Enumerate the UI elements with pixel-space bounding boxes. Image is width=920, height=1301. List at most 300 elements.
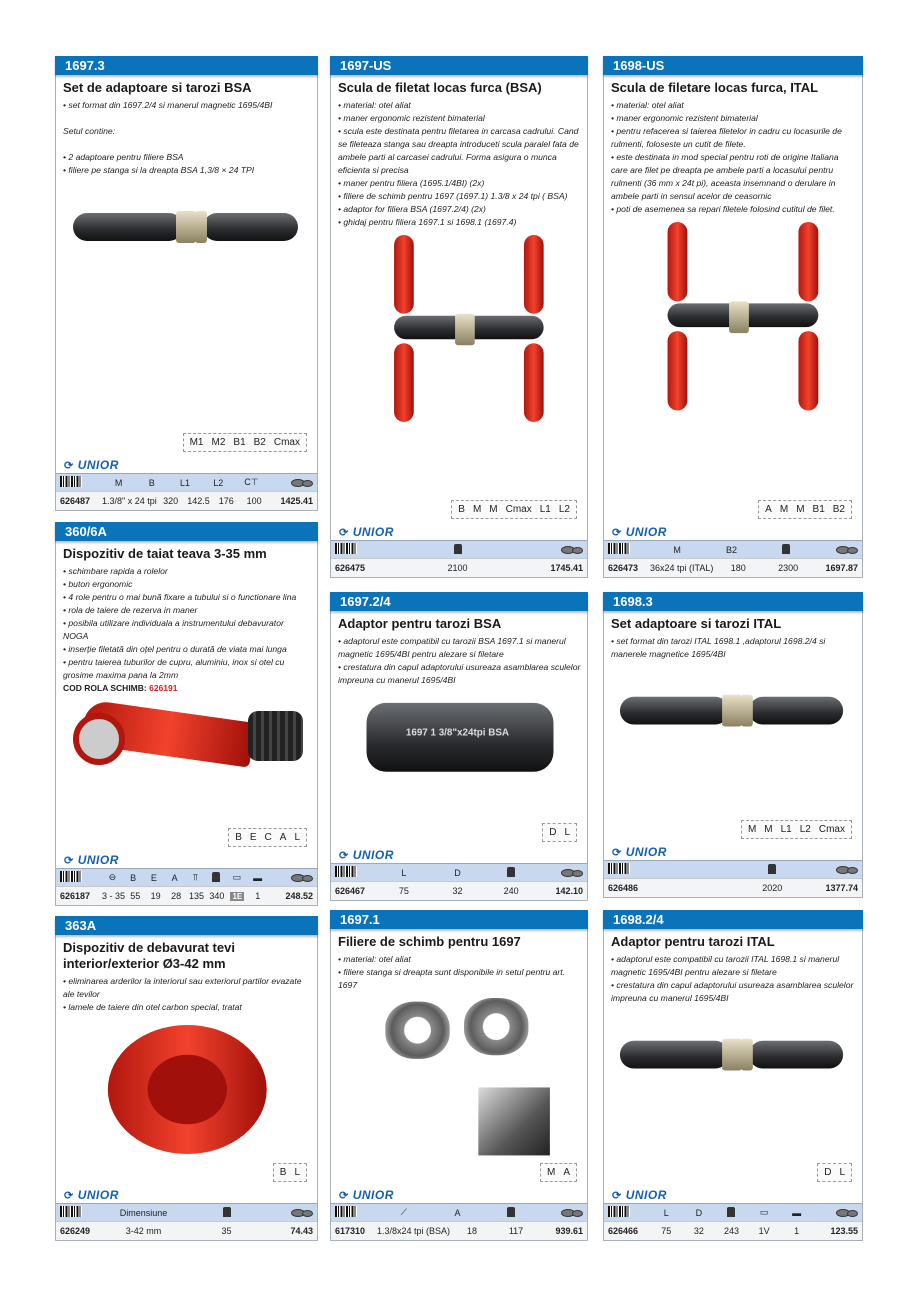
spec-value: 36x24 tpi (ITAL) (650, 563, 714, 573)
unior-logo-icon: ⟳ (339, 1190, 349, 1202)
barcode-icon (608, 863, 630, 874)
product-part (248, 711, 303, 761)
article-number: 626249 (60, 1226, 91, 1236)
spec-value: 243 (723, 1226, 739, 1236)
spec-table-header (604, 1203, 862, 1221)
product-image (337, 235, 581, 496)
dimension-label: M2 (211, 437, 226, 448)
dimension-label: B (235, 832, 242, 843)
feature-item: • posibila utilizare individuala a instrumentului debavurator NOGA (63, 618, 284, 641)
column-header (608, 863, 650, 876)
dimension-label: L2 (799, 824, 811, 835)
column-header (608, 543, 650, 556)
column-header: L (663, 1207, 669, 1218)
barcode-icon (335, 543, 357, 554)
spec-value: 1.3/8" x 24 tpi (102, 496, 157, 506)
product-image (62, 183, 311, 429)
spec-value: 3-42 mm (125, 1226, 162, 1236)
column-header (813, 864, 858, 876)
price: 74.43 (290, 1226, 313, 1236)
feature-item: • eliminarea arderilor la interiorul sau exteriorul partilor evazate ale tevilor (63, 976, 302, 999)
feature-item: • lamele de taiere din otel carbon special, tratat (63, 1002, 242, 1012)
dimension-label: A (279, 832, 287, 843)
spec-value: 75 (661, 1226, 672, 1236)
column-header: M (114, 477, 123, 488)
feature-item: • filiere pe stanga si la dreapta BSA 1,3/8 × 24 TPI (63, 165, 255, 175)
barcode-icon (60, 476, 82, 487)
article-number: 626467 (335, 886, 366, 896)
column-header (538, 544, 583, 556)
dimension-label: L1 (780, 824, 792, 835)
feature-item: • adaptor for filiera BSA (1697.2/4) (2x) (338, 204, 486, 214)
product-part (464, 998, 528, 1055)
article-number: 626187 (60, 891, 91, 901)
price-icon (291, 872, 313, 882)
column-header (538, 867, 583, 879)
price-icon (291, 477, 313, 487)
column-header (206, 872, 227, 884)
product-part (749, 697, 843, 725)
spec-value: 100 (246, 496, 262, 506)
weight-icon (454, 544, 462, 554)
product-drawing (371, 998, 550, 1159)
product-part (668, 222, 688, 301)
dimension-label: L (839, 1167, 845, 1178)
product-part (524, 235, 544, 314)
column-header (484, 1207, 538, 1219)
column-header (759, 544, 813, 556)
weight-icon (727, 1207, 735, 1217)
product-code-header: 1697-US (330, 56, 588, 75)
spec-value: 3 - 35 (102, 891, 126, 901)
spec-value: 176 (218, 496, 234, 506)
product-image (610, 667, 856, 816)
price-icon (561, 867, 583, 877)
column-header: B (130, 872, 137, 883)
dimension-diagram (540, 1163, 577, 1182)
dimension-label: M (747, 824, 757, 835)
spec-value: 2020 (762, 883, 783, 893)
dimension-label: B2 (832, 504, 845, 515)
spec-table-row[interactable] (331, 558, 587, 577)
feature-list (331, 635, 587, 687)
weight-icon (507, 1207, 515, 1217)
inset-photo (478, 1087, 550, 1155)
price-icon (836, 1207, 858, 1217)
dimension-label: M (489, 504, 498, 515)
dimension-diagram (817, 1163, 852, 1182)
price-icon (836, 864, 858, 874)
brand-name: UNIOR (352, 848, 394, 862)
spec-value: 32 (693, 1226, 704, 1236)
column-header (538, 1207, 583, 1219)
column-header: M (673, 544, 681, 555)
dimension-label: C (264, 832, 272, 843)
product-part (722, 695, 742, 727)
product-part (73, 213, 183, 241)
spec-table (56, 1203, 317, 1240)
brand-name: UNIOR (625, 845, 667, 859)
feature-item: • 4 role pentru o mai bună fixare a tubului si o functionare lina (63, 592, 297, 602)
column-header: L (401, 867, 407, 878)
spec-value: 32 (452, 886, 463, 896)
product-part (741, 695, 753, 727)
column-header (268, 1207, 313, 1219)
feature-item: • adaptorul este compatibil cu tarozii ITAL 1698.1 si manerul magnetic 1695/4BI pentru alezare si filetare (611, 954, 840, 977)
product-card-1697-US (330, 56, 588, 578)
spec-value: 55 (130, 891, 141, 901)
dimension-diagram (273, 1163, 307, 1182)
spec-value: 117 (508, 1226, 524, 1236)
column-header (484, 867, 538, 879)
feature-item: • ghidaj pentru filiera 1697.1 si 1698.1 (1697.4) (338, 217, 517, 227)
product-title: Set de adaptoare si tarozi BSA (63, 80, 252, 95)
feature-item (63, 138, 311, 151)
replacement-code-value[interactable]: 626191 (149, 683, 178, 693)
column-header: ⫪ (192, 872, 198, 882)
unior-logo (339, 525, 394, 539)
product-drawing (610, 222, 856, 410)
dimension-label: Cmax (818, 824, 845, 835)
product-part (620, 697, 729, 725)
price: 939.61 (555, 1226, 584, 1236)
product-part (722, 1039, 742, 1071)
feature-item: Setul contine: (63, 126, 116, 136)
column-header (813, 1207, 858, 1219)
column-header (60, 871, 102, 884)
replacement-code (63, 682, 311, 695)
dimension-label: B (458, 504, 465, 515)
spec-table-header (56, 473, 317, 491)
spec-table-row[interactable] (604, 1221, 862, 1240)
dimension-label: Cmax (505, 504, 532, 515)
column-header (732, 864, 814, 876)
price: 1745.41 (550, 563, 583, 573)
column-header: B2 (725, 544, 737, 555)
spec-value: 1V (758, 1226, 770, 1236)
column-header (335, 1206, 377, 1219)
column-header (335, 866, 377, 879)
dimension-label: M (779, 504, 789, 515)
product-drawing (337, 693, 581, 782)
column-header: E (150, 872, 157, 883)
dimension-diagram (741, 820, 852, 839)
spec-table-header (56, 1203, 317, 1221)
column-header: ⟋ (400, 1207, 407, 1217)
feature-item: • este destinata in mod special pentru roti de origine Italiana care are filet pe dreapta pe ambele parti a locasului pentru rulmenti (36 mm x 24t pi), aceasta insemnand o derulare in ambele parti in sensul acelor de ceasornic (611, 152, 839, 201)
spec-table-header (331, 863, 587, 881)
column-header (813, 544, 858, 556)
spec-value: 142.5 (187, 496, 210, 506)
unior-logo-icon: ⟳ (612, 527, 622, 539)
column-header (185, 1207, 268, 1219)
feature-list (604, 99, 862, 216)
unior-logo (612, 1188, 667, 1202)
product-card-1697-3 (55, 56, 318, 511)
product-title: Set adaptoare si tarozi ITAL (611, 616, 782, 631)
column-header: D (695, 1207, 703, 1218)
spec-table-row[interactable] (331, 881, 587, 900)
barcode-icon (60, 1206, 82, 1217)
product-card-360-6A (55, 522, 318, 906)
weight-icon (223, 1207, 231, 1217)
spec-table-header (604, 860, 862, 878)
product-card-1697-2-4 (330, 592, 588, 901)
feature-item: • set format din 1697.2/4 si manerul magnetic 1695/4BI (63, 100, 273, 110)
spec-value: 180 (730, 563, 746, 573)
barcode-icon (608, 543, 630, 554)
article-number: 626473 (608, 563, 639, 573)
feature-item: • inserție filetată din oțel pentru o durată de viata mai lunga (63, 644, 287, 654)
weight-icon (768, 864, 776, 874)
column-header (608, 1206, 650, 1219)
dimension-label: L (294, 832, 300, 843)
article-number: 626486 (608, 883, 639, 893)
price: 1377.74 (825, 883, 858, 893)
spec-value: 19 (150, 891, 161, 901)
spec-value: 1 (255, 891, 261, 901)
unior-logo (339, 848, 394, 862)
column-header (268, 872, 313, 884)
price-icon (291, 1207, 313, 1217)
feature-item: • material: otel aliat (611, 100, 684, 110)
dimension-label: D (824, 1167, 832, 1178)
product-title: Adaptor pentru tarozi BSA (338, 616, 502, 631)
feature-item: • scula este destinata pentru filetarea in carcasa cadrului. Cand se fileteaza stanga sau dreapta introduceti scula paralel fata de ambele parti al carcasei cadrului. Forma asigura o munca eficienta si precisa (338, 126, 579, 175)
spec-value (227, 891, 247, 901)
dimension-label: Cmax (273, 437, 300, 448)
dimension-diagram (451, 500, 577, 519)
column-header: ▬ (253, 872, 263, 883)
spec-table (604, 860, 862, 897)
column-header (268, 477, 313, 489)
spec-table-header (331, 540, 587, 558)
product-part (385, 1002, 449, 1059)
product-part (729, 301, 749, 333)
column-header (60, 476, 102, 489)
spec-value: 18 (467, 1226, 478, 1236)
product-drawing (337, 235, 581, 422)
unior-logo-icon: ⟳ (612, 847, 622, 859)
product-image (337, 693, 581, 819)
dimension-diagram (542, 823, 577, 842)
brand-name: UNIOR (77, 853, 119, 867)
product-drawing (610, 1011, 856, 1100)
brand-name: UNIOR (352, 525, 394, 539)
product-part (798, 331, 818, 410)
feature-item: • rola de taiere de rezerva in maner (63, 605, 198, 615)
product-image (62, 1020, 311, 1159)
unior-logo (612, 845, 667, 859)
article-number: 617310 (335, 1226, 366, 1236)
feature-item: • material: otel aliat (338, 954, 411, 964)
product-drawing (63, 183, 312, 273)
packaging-code: 1E (232, 892, 243, 901)
column-header: ▭ (759, 1207, 769, 1217)
product-part (176, 211, 196, 243)
product-image (62, 701, 311, 824)
feature-item: • material: otel aliat (338, 100, 411, 110)
column-header (377, 544, 538, 556)
column-header: ⊖ (108, 872, 117, 882)
spec-value: 2100 (447, 563, 468, 573)
unior-logo (339, 1188, 394, 1202)
feature-item: • crestatura din capul adaptorului usureaza asamblarea sculelor impreuna cu manerul 1695/4BI (611, 980, 854, 1003)
product-title: Scula de filetat locas furca (BSA) (338, 80, 542, 95)
product-part (73, 713, 125, 765)
unior-logo-icon: ⟳ (64, 855, 74, 867)
product-drawing (63, 701, 312, 776)
column-header (715, 1207, 748, 1219)
spec-table-row[interactable] (604, 878, 862, 897)
product-part (524, 343, 544, 422)
dimension-diagram (183, 433, 307, 452)
price-icon (561, 1207, 583, 1217)
price: 123.55 (830, 1226, 858, 1236)
spec-table-row[interactable] (56, 491, 317, 510)
column-header: Dimensiune (119, 1207, 168, 1218)
feature-item: • maner pentru filiera (1695.1/4BI) (2x) (338, 178, 485, 188)
product-card-1697-1 (330, 910, 588, 1241)
product-part (620, 1041, 729, 1069)
feature-item: • set format din tarozi ITAL 1698.1 ,adaptorul 1698.2/4 si manerele magnetice 1695/4BI (611, 636, 826, 659)
product-title: Dispozitiv de taiat teava 3-35 mm (63, 546, 267, 561)
product-code-header: 1698.3 (603, 592, 863, 611)
product-part (749, 1041, 843, 1069)
feature-item: • crestatura din capul adaptorului usureaza asamblarea sculelor impreuna cu manerul 1695/4BI (338, 662, 581, 685)
weight-icon (782, 544, 790, 554)
dimension-label: A (563, 1167, 570, 1178)
spec-value: 340 (209, 891, 225, 901)
product-engraving: 1697 1 3/8"x24tpi BSA (405, 727, 510, 739)
spec-table-row[interactable] (56, 886, 317, 905)
spec-value: 1 (794, 1226, 800, 1236)
spec-table-header (56, 868, 317, 886)
feature-item: • buton ergonomic (63, 579, 133, 589)
product-card-1698-US (603, 56, 863, 578)
unior-logo-icon: ⟳ (64, 460, 74, 472)
product-title: Dispozitiv de debavurat tevi interior/exterior Ø3-42 mm (63, 940, 235, 971)
spec-value: 28 (171, 891, 182, 901)
spec-value: 2300 (778, 563, 799, 573)
spec-table (331, 540, 587, 577)
feature-item: • schimbare rapida a rolelor (63, 566, 168, 576)
brand-name: UNIOR (352, 1188, 394, 1202)
feature-item: • adaptorul este compatibil cu tarozii BSA 1697.1 si manerul magnetic 1695/4BI pentru alezare si filetare (338, 636, 566, 659)
feature-item: • filiere stanga si dreapta sunt disponibile in setul pentru art. 1697 (338, 967, 566, 990)
dimension-label: B2 (253, 437, 266, 448)
article-number: 626487 (60, 496, 91, 506)
product-card-363A (55, 916, 318, 1241)
feature-list (331, 953, 587, 992)
unior-logo (64, 458, 119, 472)
feature-list (56, 975, 317, 1014)
feature-item (63, 112, 311, 125)
price: 1697.87 (825, 563, 858, 573)
spec-table (331, 1203, 587, 1240)
spec-table (56, 473, 317, 510)
product-part (394, 343, 414, 422)
dimension-label: M1 (189, 437, 204, 448)
product-code-header: 1697.1 (330, 910, 588, 929)
feature-list (56, 99, 317, 177)
barcode-icon (335, 866, 357, 877)
dimension-label: L1 (539, 504, 551, 515)
product-image (610, 222, 856, 496)
dimension-label: L2 (558, 504, 570, 515)
weight-icon (507, 867, 515, 877)
price: 1425.41 (280, 496, 313, 506)
feature-item: • filiere de schimb pentru 1697 (1697.1) 1.3/8 x 24 tpi ( BSA) (338, 191, 568, 201)
spec-value: 1.3/8x24 tpi (BSA) (377, 1226, 451, 1236)
brand-name: UNIOR (77, 458, 119, 472)
dimension-label: B1 (812, 504, 825, 515)
column-header: A (171, 872, 178, 883)
dimension-label: M (546, 1167, 556, 1178)
spec-table-row[interactable] (331, 1221, 587, 1240)
dimension-label: B (279, 1167, 287, 1178)
dimension-label: M (472, 504, 482, 515)
spec-value: 35 (221, 1226, 232, 1236)
dimension-label: E (249, 832, 257, 843)
feature-list (604, 953, 862, 1005)
dimension-label: B1 (233, 437, 246, 448)
dimension-diagram (758, 500, 852, 519)
product-part (203, 213, 298, 241)
product-part (798, 222, 818, 301)
unior-logo-icon: ⟳ (339, 850, 349, 862)
product-image (610, 1011, 856, 1159)
column-header (60, 1206, 102, 1219)
product-drawing (88, 1020, 287, 1159)
weight-icon (212, 872, 220, 882)
product-code-header: 360/6A (55, 522, 318, 541)
spec-table-row[interactable] (56, 1221, 317, 1240)
product-code-header: 1697.3 (55, 56, 318, 75)
spec-value: 320 (163, 496, 179, 506)
spec-table-header (604, 540, 862, 558)
column-header: ▬ (792, 1207, 802, 1218)
price: 142.10 (555, 886, 584, 896)
spec-table-header (331, 1203, 587, 1221)
dimension-label: M (796, 504, 805, 515)
product-part (741, 1039, 753, 1071)
article-number: 626475 (335, 563, 366, 573)
feature-item: • poti de asemenea sa repari filetele folosind cutitul de filet. (611, 204, 835, 214)
product-code-header: 1697.2/4 (330, 592, 588, 611)
product-code-header: 1698.2/4 (603, 910, 863, 929)
unior-logo (612, 525, 667, 539)
brand-name: UNIOR (77, 1188, 119, 1202)
product-drawing (610, 667, 856, 756)
product-card-1698-3 (603, 592, 863, 898)
article-number: 626466 (608, 1226, 639, 1236)
column-header: L2 (213, 477, 224, 488)
spec-table-row[interactable] (604, 558, 862, 577)
column-header: C⊤ (244, 477, 259, 487)
price-icon (836, 544, 858, 554)
spec-value: 240 (503, 886, 519, 896)
price: 248.52 (285, 891, 313, 901)
feature-item: • maner ergonomic rezistent bimaterial (338, 113, 485, 123)
product-image (337, 998, 581, 1159)
brand-name: UNIOR (625, 525, 667, 539)
column-header: ▭ (232, 872, 242, 882)
feature-item: • 2 adaptoare pentru filiere BSA (63, 152, 184, 162)
brand-name: UNIOR (625, 1188, 667, 1202)
barcode-icon (60, 871, 82, 882)
product-part (148, 1055, 227, 1125)
